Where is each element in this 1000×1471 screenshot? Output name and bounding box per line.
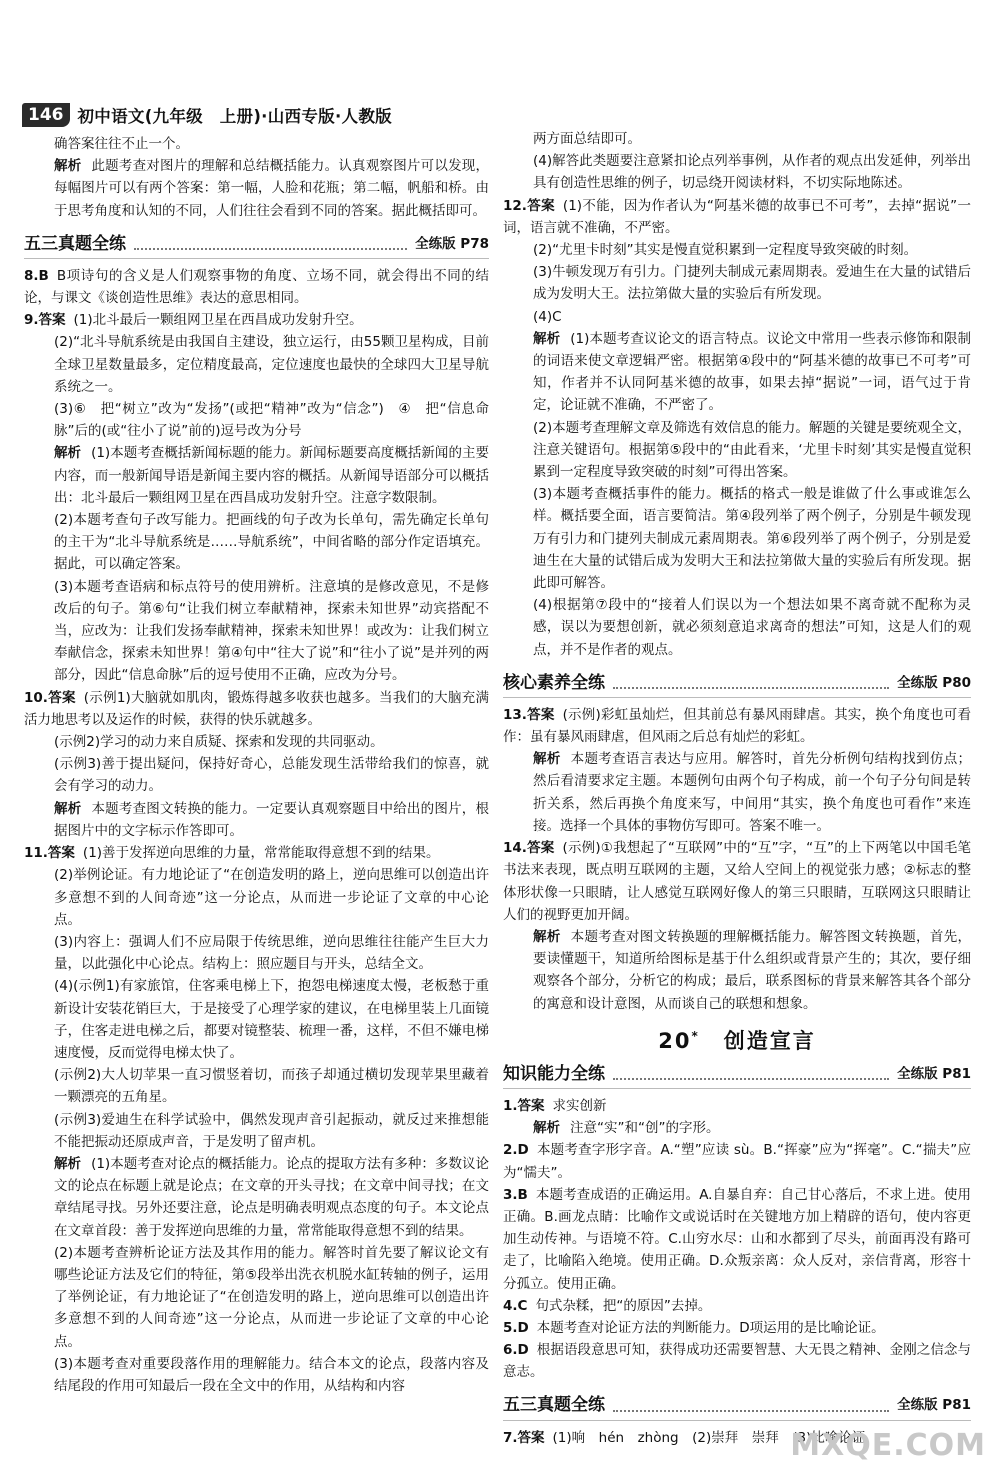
paragraph-text: 本题考查语言表达与应用。解答时，首先分析例句结构找到仿点；然后看清要求定主题。本题例句由两个句子构成，前一个句子分句间是转折关系，然后再换个角度来写，中间用“其实，换个角度也可看作”来连接。选择一个具体的事物仿写即可。答案不唯一。 [533,751,972,834]
question-answer [24,687,489,731]
page-header [22,100,392,130]
paragraph-text: 本题考查对图文转换题的理解概括能力。解答图文转换题，首先，要读懂题干，知道所给图标是基于什么组织或背景产生的；其次，要仔细观察各个部分，分析它的构成；最后，联系图标的背景来解答其各个部分的寓意和设计意图，从而谈自己的联想和想象。 [533,928,972,1012]
paragraph-text: (4)解答此类题要注意紧扣论点列举事例，从作者的观点出发延伸，列举出具有创造性思维的例子，切忌绕开阅读材料，不切实际地陈述。 [533,153,971,192]
paragraph-text: 本题考查成语的正确运用。A.自暴自弃：自己甘心落后，不求上进。使用正确。B.画龙点睛：比喻作文或说话时在关键地方加上精辟的语句，使内容更加生动传神。与语境不符。C.山穷水尽：山和水都到了尽头，前面再没有路可走了，比喻陷入绝境。使用正确。D.众叛亲离：众人反对，亲信背离，形容十分孤立。使用正确。 [503,1186,971,1292]
paragraph-text: (1)本题考查概括新闻标题的能力。新闻标题要高度概括新闻的主要内容，而一般新闻导语是新闻主要内容的概括。从新闻导语部分可以概括出：北斗最后一颗组网卫星在西昌成功发射升空。注意字数限制。 [54,445,490,506]
analysis-paragraph [503,1117,971,1139]
answer-paragraph [24,331,489,398]
section-title: 知识能力全练 [503,1063,605,1084]
paragraph-text: (2)举例论证。有力地论证了“在创造发明的路上，逆向思维可以创造出许多意想不到的人间奇迹”这一分论点，从而进一步论证了文章的中心论点。 [54,867,489,928]
paragraph-text: (示例2)大人切苹果一直习惯竖着切，而孩子却通过横切发现苹果里藏着一颗漂亮的五角星。 [54,1067,489,1106]
watermark: MXQE.COM [790,1428,986,1463]
section-title: 五三真题全练 [24,233,126,254]
section-page-ref: 全练版 P81 [897,1065,971,1082]
paragraph-text: (1)本题考查议论文的语言特点。议论文中常用一些表示修饰和限制的词语来使文章逻辑严密。根据第④段中的“阿基米德的故事已不可考”可知，作者并不认同阿基米德的故事，如果去掉“据说”一词，语气过于肯定，论证就不准确，不严密了。 [533,330,972,414]
question-number: 2.D [503,1142,529,1159]
question-number: 13.答案 [503,706,555,723]
paragraph-text: 根据语段意思可知，获得成功还需要智慧、大无畏之精神、金刚之信念与意志。 [503,1342,971,1381]
paragraph-text: (4)(示例1)有家旅馆，住客乘电梯上下，抱怨电梯速度太慢，老板愁于重新设计安装花销巨大，于是接受了心理学家的建议，在电梯里装上几面镜子，住客走进电梯之后，都要对镜整装、梳理一番，这样，不但不嫌电梯速度慢，反而觉得电梯太快了。 [54,978,489,1061]
section-header [503,1392,971,1421]
section-header [24,230,489,259]
answer-paragraph [24,1064,489,1108]
analysis-paragraph [24,442,489,509]
lesson-mark: * [691,1028,700,1043]
answer-paragraph [503,239,971,261]
paragraph-text: (2)本题考查辨析论证方法及其作用的能力。解答时首先要了解议论文有哪些论证方法及它们的特征，第⑤段举出洗衣机脱水缸转轴的例子，运用了举例论证，有力地论证了“在创造发明的路上，逆向思维可以创造出许多意想不到的人间奇迹”这一分论点，从而进一步论证了文章的中心论点。 [54,1244,489,1350]
answer-paragraph [24,1109,489,1153]
analysis-label: 解析 [533,751,561,768]
question-number: 12.答案 [503,197,555,214]
analysis-label: 解析 [54,800,82,817]
answer-paragraph [503,306,971,328]
paragraph-text: (1)善于发挥逆向思维的力量，常常能取得意想不到的结果。 [82,845,440,862]
right-column [503,128,971,1449]
answer-paragraph [503,150,971,194]
paragraph-text: (示例2)学习的动力来自质疑、探索和发现的共同驱动。 [54,734,384,751]
question-number: 11.答案 [24,845,75,862]
answer-paragraph [503,261,971,305]
question-number: 7.答案 [503,1429,545,1446]
answer-paragraph [24,1242,489,1353]
section-dotted-leader [613,1400,889,1412]
paragraph-text: (示例)①我想起了“互联网”中的“互”字，“互”的上下两笔以中国毛笔书法来表现，既点明互联网的主题，又给人空间上的视觉张力感；②标志的整体形状像一只眼睛，让人感觉互联网好像人的第三只眼睛，互联网这只眼睛让人们的视野更加开阔。 [503,840,971,923]
paragraph-text: 确答案往往不止一个。 [54,136,189,152]
answer-paragraph [24,576,489,687]
paragraph-text: B项诗句的含义是人们观察事物的角度、立场不同，就会得出不同的结论，与课文《谈创造性思维》表达的意思相同。 [24,267,489,307]
section-page-ref: 全练版 P80 [897,674,971,691]
answer-paragraph [503,417,971,484]
analysis-paragraph [24,1153,489,1242]
paragraph-text: (示例1)大脑就如肌肉，锻炼得越多收获也越多。当我们的大脑充满活力地思考以及运作的时候，获得的快乐就越多。 [24,689,490,728]
answer-paragraph [503,128,971,150]
paragraph-text: (1)本题考查对论点的概括能力。论点的提取方法有多种：多数议论文的论点在标题上就是论点；在文章的开头寻找；在文章中间寻找；在文章结尾寻找。另外还要注意，论点是明确表明观点态度的句子。本文论点在文章首段：善于发挥逆向思维的力量，常常能取得意想不到的结果。 [54,1155,490,1239]
answer-paragraph [24,864,489,931]
lesson-heading [503,1025,971,1052]
analysis-label: 解析 [533,1120,560,1137]
question-number: 6.D [503,1342,529,1359]
question-number: 3.B [503,1186,528,1203]
analysis-label: 解析 [533,928,561,945]
paragraph-text: (3)本题考查语病和标点符号的使用辨析。注意填的是修改意见，不是修改后的句子。第⑥句“让我们树立奉献精神，探索未知世界”动宾搭配不当，应改为：让我们发扬奉献精神，探索未知世界！或改为：让我们树立奉献信念，探索未知世界！第④句中“往大了说”和“往小了说”是并列的两部分，因此“信息命脉”后的逗号使用不正确，应改为分号。 [54,578,489,684]
question-answer [503,1295,971,1317]
paragraph-text: (3)内容上：强调人们不应局限于传统思维，逆向思维往往能产生巨大力量，以此强化中心论点。结构上：照应题目与开头，总结全文。 [54,933,489,973]
analysis-label: 解析 [533,330,561,347]
paragraph-text: 本题考查图文转换的能力。一定要认真观察题目中给出的图片，根据图片中的文字标示作答即可。 [54,800,490,839]
answer-paragraph [24,731,489,753]
paragraph-text: 两方面总结即可。 [533,131,641,147]
answer-paragraph [24,509,489,576]
paragraph-text: (1)响 hén zhòng (2)崇拜 崇拜 (3)比喻论证 [552,1429,866,1446]
paragraph-text: 句式杂糅，把“的原因”去掉。 [535,1297,712,1314]
paragraph-text: (3)本题考查概括事件的能力。概括的格式一般是谁做了什么事或谁怎么样。概括要全面，语言要简洁。第④段列举了两个例子，分别是牛顿发现万有引力和门捷列夫制成元素周期表。第⑥段列举了两个例子，分别是爱迪生在大量的试错后成为发明大王和法拉第做大量的实验后有所发现。据此即可解答。 [533,486,971,592]
paragraph-text: (3)本题考查对重要段落作用的理解能力。结合本文的论点，段落内容及结尾段的作用可知最后一段在全文中的作用，从结构和内容 [54,1355,489,1394]
analysis-paragraph [503,748,971,837]
answer-paragraph [24,975,489,1064]
paragraph-text: (2)“北斗导航系统是由我国自主建设，独立运行，由55颗卫星构成，目前全球卫星数量最多，定位精度最高，定位速度也最快的全球四大卫星导航系统之一。 [54,334,489,395]
analysis-paragraph [503,328,971,417]
question-number: 4.C [503,1297,528,1314]
paragraph-text: (4)根据第⑦段中的“接着人们误以为一个想法如果不离奇就不配称为灵感，误以为要想创新，就必须刻意追求离奇的想法”可知，这是人们的观点，并不是作者的观点。 [533,597,971,658]
answer-paragraph [503,594,971,661]
analysis-label: 解析 [54,445,82,462]
question-number: 1.答案 [503,1097,545,1114]
question-answer [503,1095,971,1117]
question-answer [503,837,971,926]
section-dotted-leader [134,238,407,250]
answer-paragraph [24,1353,489,1397]
answer-paragraph [24,931,489,975]
answer-paragraph [24,398,489,442]
section-title: 五三真题全练 [503,1395,605,1416]
page-number: 146 [22,103,70,127]
analysis-paragraph [24,155,489,222]
analysis-paragraph [503,926,971,1015]
paragraph-text: 此题考查对图片的理解和总结概括能力。认真观察图片可以发现，每幅图片可以有两个答案：第一幅，人脸和花瓶；第二幅，帆船和桥。由于思考角度和认知的不同，人们往往会看到不同的答案。据此概括即可。 [54,158,490,219]
question-answer [24,265,489,309]
question-answer [503,1184,971,1295]
section-header [503,669,971,698]
question-number: 5.D [503,1319,529,1336]
question-answer [503,704,971,748]
answer-paragraph [24,753,489,797]
paragraph-text: (示例)彩虹虽灿烂，但其前总有暴风雨肆虐。其实，换个角度也可看作：虽有暴风雨肆虐，但风雨之后总有灿烂的彩虹。 [503,706,971,746]
analysis-paragraph [24,798,489,842]
paragraph-text: (2)“尤里卡时刻”其实是慢直觉积累到一定程度导致突破的时刻。 [533,242,918,259]
paragraph-text: 本题考查字形字音。A.“塑”应读 sù。B.“挥豪”应为“挥毫”。C.“揣夫”应为“懦夫”。 [503,1142,971,1181]
section-dotted-leader [613,677,889,689]
answer-paragraph [24,133,489,155]
section-dotted-leader [613,1068,889,1080]
left-column [24,133,489,1397]
section-header [503,1060,971,1089]
section-title: 核心素养全练 [503,672,605,693]
section-page-ref: 全练版 P81 [897,1397,971,1414]
question-answer [503,195,971,239]
paragraph-text: (4)C [533,308,562,325]
paragraph-text: (示例3)善于提出疑问，保持好奇心，总能发现生活带给我们的惊喜，就会有学习的动力。 [54,756,489,795]
paragraph-text: (3)牛顿发现万有引力。门捷列夫制成元素周期表。爱迪生在大量的试错后成为发明大王。法拉第做大量的实验后有所发现。 [533,264,971,303]
paragraph-text: (1)不能，因为作者认为“阿基米德的故事已不可考”，去掉“据说”一词，语言就不准确，不严密。 [503,197,971,236]
question-number: 10.答案 [24,689,76,706]
question-number: 9.答案 [24,312,66,329]
lesson-title: 创造宣言 [723,1028,816,1053]
paragraph-text: 注意“实”和“创”的字形。 [570,1120,720,1137]
paragraph-text: (3)⑥ 把“树立”改为“发扬”(或把“精神”改为“信念”) ④ 把“信息命脉”后的(或“往小了说”前的)逗号改为分号 [54,401,489,440]
book-title: 初中语文(九年级 上册)·山西专版·人教版 [77,107,392,126]
paragraph-text: (1)北斗最后一颗组网卫星在西昌成功发射升空。 [73,312,363,329]
question-answer [503,1139,971,1183]
paragraph-text: (2)本题考查理解文章及筛选有效信息的能力。解题的关键是要统观全文，注意关键语句。根据第⑤段中的“由此看来，‘尤里卡时刻’其实是慢直觉积累到一定程度导致突破的时刻”可得出答案。 [533,419,971,481]
question-number: 8.B [24,267,49,284]
paragraph-text: 本题考查对论证方法的判断能力。D项运用的是比喻论证。 [536,1319,885,1336]
analysis-label: 解析 [54,158,82,175]
section-page-ref: 全练版 P78 [415,235,489,252]
question-answer [503,1339,971,1383]
analysis-label: 解析 [54,1155,82,1172]
answer-paragraph [503,483,971,594]
lesson-number: 20 [658,1028,692,1053]
paragraph-text: 求实创新 [552,1097,607,1114]
question-number: 14.答案 [503,840,555,857]
paragraph-text: (2)本题考查句子改写能力。把画线的句子改为长单句，需先确定长单句的主干为“北斗导航系统是……导航系统”，中间省略的部分作定语填充。据此，可以确定答案。 [54,512,489,573]
question-answer [503,1317,971,1339]
question-answer [24,842,489,864]
paragraph-text: (示例3)爱迪生在科学试验中，偶然发现声音引起振动，就反过来推想能不能把振动还原成声音，于是发明了留声机。 [54,1111,489,1150]
question-answer [24,309,489,331]
